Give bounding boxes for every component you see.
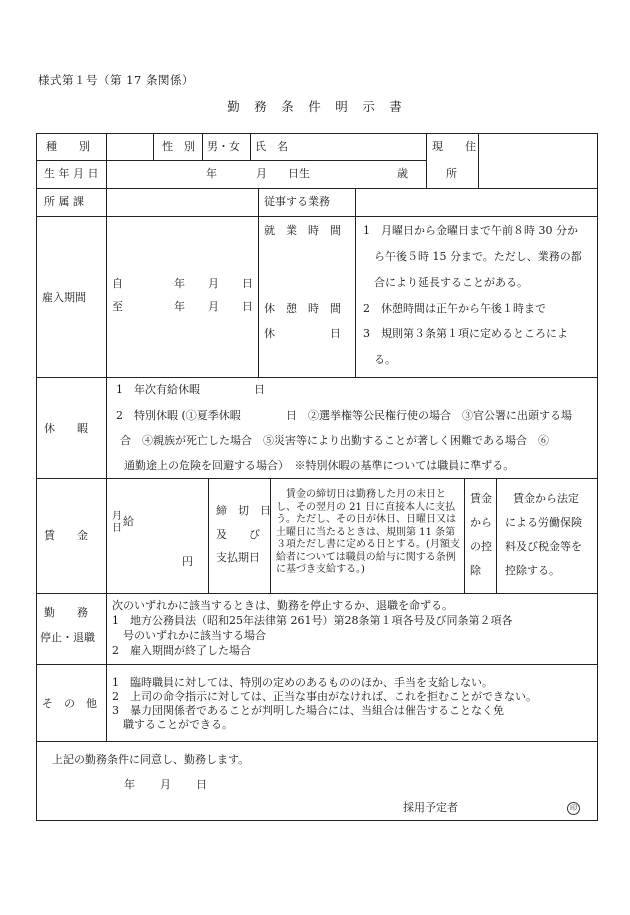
wage-type-day: 日 (112, 523, 122, 534)
stop-text: 1 地方公務員法（昭和25年法律第 261号）第28条第１項各号及び同条第２項各 (112, 614, 513, 627)
row-divider (36, 664, 598, 665)
from-month: 月 (208, 277, 219, 290)
holiday-text: 3 規則第３条第１項に定めるところによ (363, 327, 568, 340)
holiday-label: 休 日 (264, 327, 341, 340)
stop-text: 2 雇入期間が終了した場合 (112, 644, 251, 657)
wage-yen-unit: 円 (182, 555, 193, 568)
form-number-label: 様式第１号（第 17 条関係） (38, 73, 194, 87)
work-hours-text: 1 月曜日から金曜日まで午前８時 30 分か (363, 224, 578, 237)
column-divider (208, 478, 209, 593)
break-time-label: 休 憩 時 間 (264, 302, 341, 315)
other-text: 2 上司の命令指示に対しては、正当な事由がなければ、これを拒むことができない。 (112, 690, 537, 703)
other-text: 職することができる。 (112, 718, 233, 731)
other-text: 1 臨時職員に対しては、特別の定めのあるもののほか、手当を支給しない。 (112, 676, 493, 689)
dob-day: 日生 (288, 167, 310, 180)
to-month: 月 (208, 300, 219, 313)
dept-label: 所 属 課 (44, 195, 84, 208)
other-text: 3 暴力団関係者であることが判明した場合には、当組合は催告することなく免 (112, 704, 504, 717)
row-divider (36, 741, 598, 742)
special-leave-text: 2 特別休暇 (①夏季休暇 (116, 409, 241, 422)
work-hours-text: 合により延長することがある。 (374, 276, 528, 289)
special-leave-text: 日 ②選挙権等公民権行使の場合 ③官公署に出頭する場 (286, 409, 572, 422)
deduction-text: 控除する。 (505, 564, 560, 577)
address-label-2: 所 (446, 167, 457, 180)
wage-type-suffix: 給 (123, 515, 134, 528)
document-title: 勤 務 条 件 明 示 書 (227, 99, 403, 114)
row-divider (36, 216, 598, 217)
stop-text: 次のいずれかに該当するときは、勤務を停止するか、退職を命ずる。 (112, 599, 453, 612)
to-label: 至 (112, 300, 123, 313)
from-year: 年 (174, 277, 185, 290)
from-day: 日 (242, 277, 253, 290)
sex-options[interactable]: 男・女 (207, 140, 240, 153)
special-leave-text: 合 ④親族が死亡した場合 ⑤災害等により出勤することが著しく困難である場合 ⑥ (120, 434, 549, 447)
cutoff-label: 締 切 日 (216, 504, 271, 517)
other-label: そ の 他 (42, 697, 97, 710)
stop-label: 勤 務 (44, 606, 88, 619)
work-hours-label: 就 業 時 間 (264, 224, 341, 237)
column-divider (355, 188, 356, 377)
to-day: 日 (242, 300, 253, 313)
annual-leave-days-unit: 日 (254, 383, 265, 396)
break-time-text: 2 休憩時間は正午から午後１時まで (363, 302, 546, 315)
type-label: 種 別 (46, 140, 90, 153)
row-divider (36, 160, 426, 161)
consent-text: 上記の勤務条件に同意し、勤務します。 (52, 753, 250, 766)
deduction-label: 賃金 (470, 492, 492, 505)
column-divider (258, 188, 259, 377)
duty-label: 従事する業務 (264, 195, 330, 208)
column-divider (464, 478, 465, 593)
stop-label: 停止・退職 (40, 631, 95, 644)
address-label: 現 住 (432, 140, 476, 153)
cutoff-label: 及 び (216, 528, 260, 541)
annual-leave-text: 1 年次有給休暇 (116, 383, 200, 396)
holiday-text: る。 (374, 353, 396, 366)
work-hours-text: ら午後５時 15 分まで。ただし、業務の都 (374, 250, 582, 263)
column-divider (496, 478, 497, 593)
deduction-label: の控 (470, 540, 492, 553)
row-divider (36, 188, 598, 189)
stop-text: 号のいずれかに該当する場合 (112, 629, 266, 642)
age-unit: 歳 (397, 167, 408, 180)
consent-day: 日 (196, 778, 207, 791)
signer-label: 採用予定者 (403, 801, 458, 814)
label-column-divider (106, 133, 107, 741)
row-divider (36, 478, 598, 479)
cutoff-label: 支払期日 (216, 551, 260, 564)
deduction-text: による労働保険 (505, 516, 582, 529)
leave-label: 休 暇 (44, 422, 88, 435)
column-divider (153, 133, 154, 160)
deduction-label: 除 (470, 564, 481, 577)
wage-cutoff-text: 賃金の締切日は勤務した月の末日とし、その翌月の 21 日に直接本人に支払う。ただし、その日が休日、日曜日又は土曜日に当たるときは、規則第 11 条第３項ただし書に定める日とする。(月額支給者については職員の給与に関する条例に基づき支給する。) (276, 489, 460, 575)
consent-year: 年 (124, 778, 135, 791)
column-divider (270, 478, 271, 593)
deduction-text: 料及び税金等を (505, 540, 582, 553)
from-label: 自 (112, 277, 123, 290)
hire-period-label: 雇入期間 (42, 291, 86, 304)
seal-mark: 印 (567, 802, 580, 815)
deduction-label: から (470, 516, 492, 529)
column-divider (478, 133, 479, 188)
special-leave-text: 通勤途上の危険を回避する場合） ※特別休暇の基準については職員に準ずる。 (124, 459, 515, 472)
dob-year: 年 (206, 167, 217, 180)
column-divider (250, 133, 251, 160)
name-label: 氏 名 (255, 140, 288, 153)
sex-label: 性 別 (162, 140, 195, 153)
to-year: 年 (174, 300, 185, 313)
wage-type-month: 月 (112, 511, 122, 522)
wage-label: 賃 金 (44, 529, 88, 542)
consent-month: 月 (160, 778, 171, 791)
dob-month: 月 (256, 167, 267, 180)
column-divider (202, 133, 203, 160)
dob-label: 生 年 月 日 (44, 167, 99, 180)
row-divider (36, 377, 598, 378)
row-divider (36, 593, 598, 594)
deduction-text: 賃金から法定 (513, 492, 579, 505)
column-divider (426, 133, 427, 188)
